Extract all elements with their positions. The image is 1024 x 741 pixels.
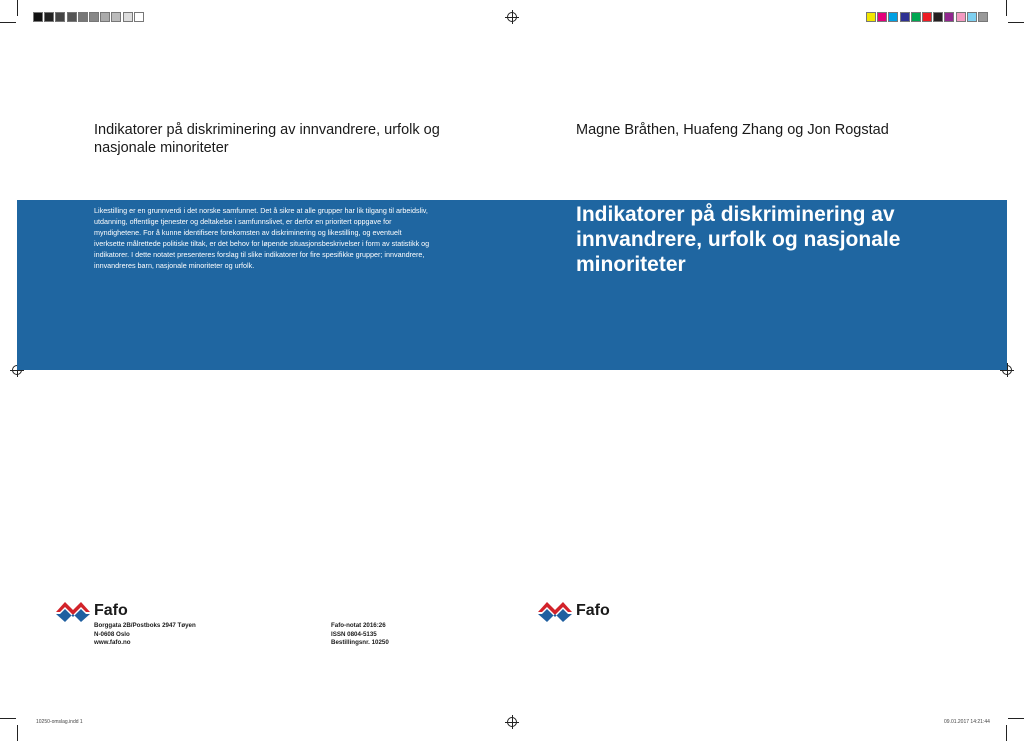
gray-swatch: [123, 12, 133, 22]
crop-mark-top-left-h: [0, 22, 16, 23]
crop-mark-top-right-h: [1008, 22, 1024, 23]
gray-swatch: [89, 12, 99, 22]
color-swatch: [888, 12, 898, 22]
gray-swatch: [55, 12, 65, 22]
slug-timestamp: 09.01.2017 14:21:44: [944, 719, 990, 725]
address-line: N-0608 Oslo: [94, 630, 130, 638]
crop-mark-bottom-right-h: [1008, 718, 1024, 719]
front-cover-title: Indikatorer på diskriminering av innvandrere, urfolk og nasjonale minoriteter: [576, 203, 901, 276]
crop-mark-bottom-left-v: [17, 725, 18, 741]
color-swatch: [933, 12, 943, 22]
color-swatch: [922, 12, 932, 22]
fafo-logo-icon: [56, 600, 90, 622]
gray-swatch: [134, 12, 144, 22]
series-number: Fafo-notat 2016:26: [331, 622, 386, 629]
crop-mark-top-right-v: [1006, 0, 1007, 16]
gray-swatch: [111, 12, 121, 22]
crop-mark-bottom-left-h: [0, 718, 16, 719]
color-swatch: [900, 12, 910, 22]
slug-filename: 10250-omslag.indd 1: [36, 719, 83, 725]
gray-swatch: [44, 12, 54, 22]
publisher-address: [94, 622, 196, 648]
address-line: Borggata 2B/Postboks 2947 Tøyen: [94, 622, 196, 629]
gray-swatch: [78, 12, 88, 22]
back-cover-title: Indikatorer på diskriminering av innvandrere, urfolk og nasjonale minoriteter: [94, 122, 440, 156]
color-swatch: [978, 12, 988, 22]
gray-swatch: [100, 12, 110, 22]
crop-mark-top-left-v: [17, 0, 18, 16]
color-swatch: [877, 12, 887, 22]
registration-mark-top: [507, 12, 517, 22]
front-cover-authors: Magne Bråthen, Huafeng Zhang og Jon Rogstad: [576, 122, 889, 138]
front-logo-wordmark: Fafo: [576, 602, 610, 619]
registration-mark-bottom: [507, 717, 517, 727]
color-swatch: [944, 12, 954, 22]
back-cover-logo: [56, 600, 128, 622]
gray-swatch: [67, 12, 77, 22]
color-swatch: [866, 12, 876, 22]
address-line: www.fafo.no: [94, 639, 131, 646]
color-swatch: [956, 12, 966, 22]
issn: ISSN 0804-5135: [331, 630, 377, 638]
color-swatch: [911, 12, 921, 22]
fafo-logo-icon: [538, 600, 572, 622]
gray-swatch: [33, 12, 43, 22]
back-cover-blurb: Likestilling er en grunnverdi i det norske samfunnet. Det å sikre at alle grupper har lik tilgang til arbeidsliv, utdanning, offentlige tjenester og deltakelse i samfunnslivet, er derfor en prioritert oppgave for myndighetene. For å kunne identifisere forekomsten av diskriminering og likestilling, og eventuelt iverksette målrettede politiske tiltak, er det behov for løpende situasjonsbeskrivelser i form av statistikk og indikatorer. I dette notatet presenteres forslag til slike indikatorer for fire spesifikke grupper; innvandrere, innvandreres barn, nasjonale minoriteter og urfolk.: [94, 206, 430, 270]
publication-info: [331, 622, 389, 648]
crop-mark-bottom-right-v: [1006, 725, 1007, 741]
back-logo-wordmark: Fafo: [94, 602, 128, 619]
front-cover-logo: [538, 600, 610, 622]
order-number: Bestillingsnr. 10250: [331, 639, 389, 646]
color-swatch: [967, 12, 977, 22]
